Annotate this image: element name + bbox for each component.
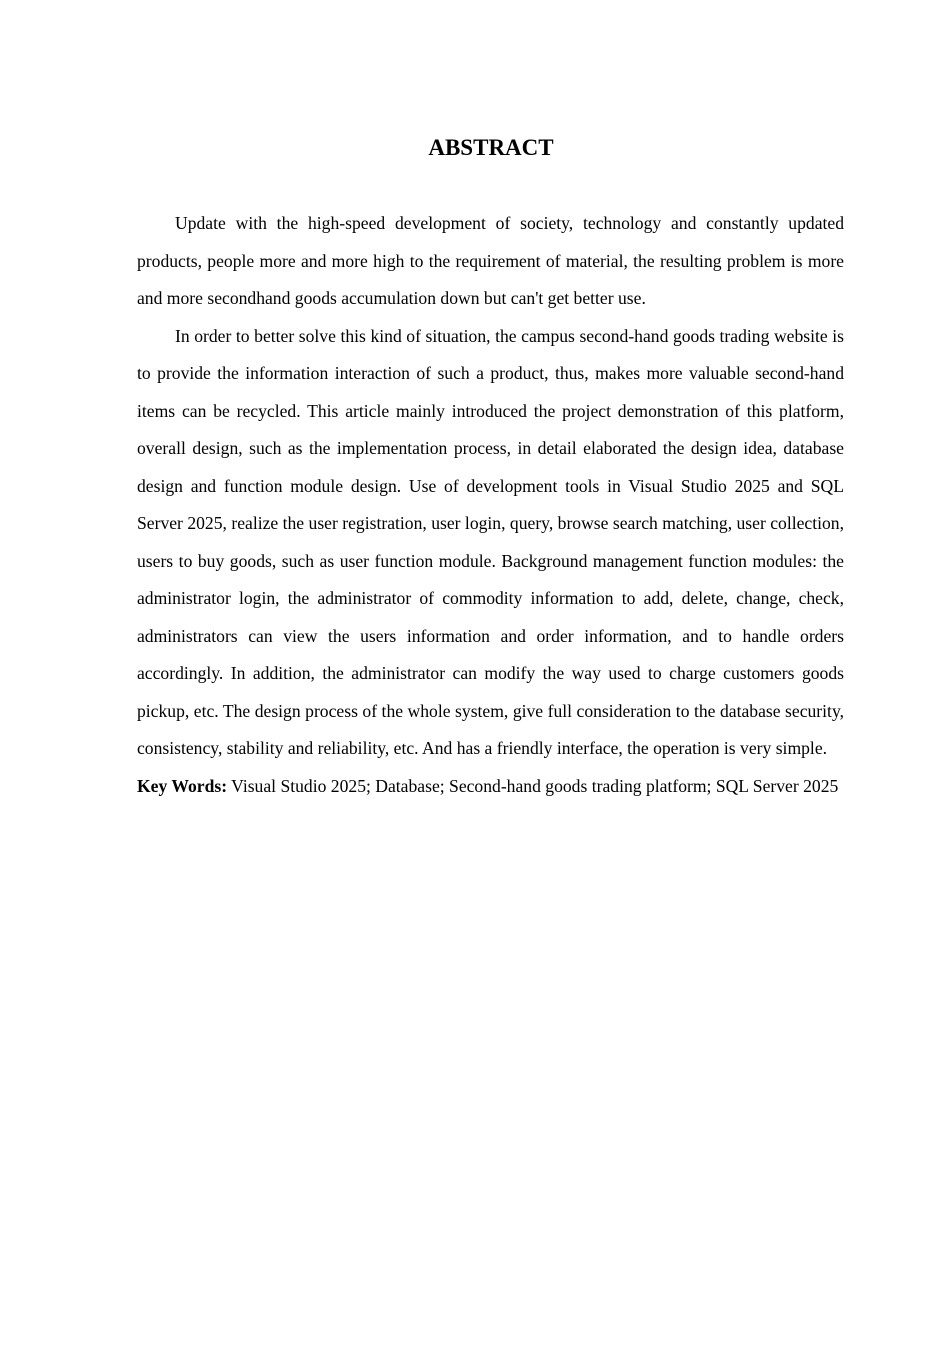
keywords-line (137, 768, 844, 806)
keywords-label: Key Words: (137, 775, 228, 796)
abstract-body (137, 205, 844, 805)
abstract-title: ABSTRACT (428, 135, 554, 160)
keywords-text: Visual Studio 2025; Database; Second-hand goods trading platform; SQL Server 2025 (227, 775, 839, 796)
abstract-paragraph-1: Update with the high-speed development of society, technology and constantly updated products, people more and more high to the requirement of material, the resulting problem is more and more secondhand goods accumulation down but can't get better use. (137, 213, 844, 308)
abstract-paragraph-2: In order to better solve this kind of situation, the campus second-hand goods trading website is to provide the information interaction of such a product, thus, makes more valuable second-hand items can be recycled. This article mainly introduced the project demonstration of this platform, overall design, such as the implementation process, in detail elaborated the design idea, database design and function module design. Use of development tools in Visual Studio 2025 and SQL Server 2025, realize the user registration, user login, query, browse search matching, user collection, users to buy goods, such as user function module. Background management function modules: the administrator login, the administrator of commodity information to add, delete, change, check, administrators can view the users information and order information, and to handle orders accordingly. In addition, the administrator can modify the way used to charge customers goods pickup, etc. The design process of the whole system, give full consideration to the database security, consistency, stability and reliability, etc. And has a friendly interface, the operation is very simple. (137, 325, 844, 758)
